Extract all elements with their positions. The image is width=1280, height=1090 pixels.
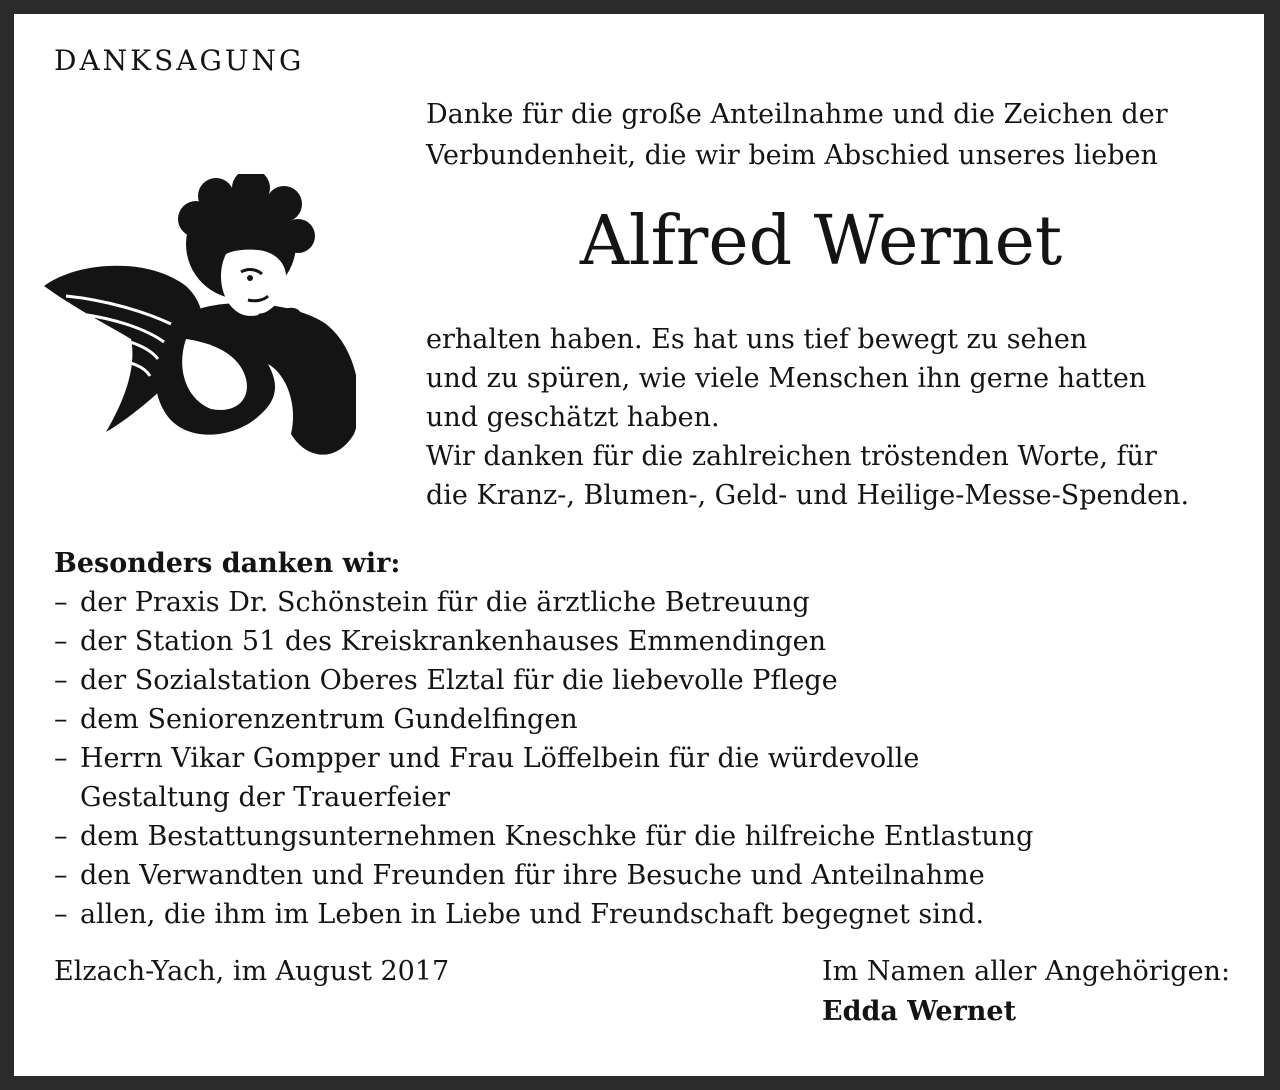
- list-item: [54, 583, 1214, 622]
- bullet-dash: –: [54, 899, 68, 930]
- list-item-text: der Sozialstation Oberes Elztal für die liebevolle Pflege: [80, 665, 838, 696]
- intro-line: Danke für die große Anteilnahme und die Zeichen der: [426, 99, 1168, 130]
- list-item: [54, 661, 1214, 700]
- bullet-dash: –: [54, 821, 68, 852]
- after-text: [426, 320, 1246, 515]
- bullet-dash: –: [54, 665, 68, 696]
- signature-block: [822, 952, 1242, 1032]
- heading: DANKSAGUNG: [54, 44, 305, 77]
- signature-name: Edda Wernet: [822, 996, 1017, 1027]
- list-item-text: dem Seniorenzentrum Gundelfingen: [80, 704, 578, 735]
- after-line: Wir danken für die zahlreichen tröstenden Worte, für: [426, 441, 1157, 472]
- bullet-dash: –: [54, 626, 68, 657]
- list-item: [54, 700, 1214, 739]
- list-item-text: dem Bestattungsunternehmen Kneschke für die hilfreiche Entlastung: [80, 821, 1034, 852]
- list-item-text: allen, die ihm im Leben in Liebe und Freundschaft begegnet sind.: [80, 899, 985, 930]
- bullet-dash: –: [54, 704, 68, 735]
- list-item-text: den Verwandten und Freunden für ihre Besuche und Anteilnahme: [80, 860, 985, 891]
- cherub-angel-icon: [36, 174, 356, 474]
- thanks-title: Besonders danken wir:: [54, 548, 401, 579]
- list-item: [54, 739, 1064, 817]
- thanks-list: [54, 583, 1214, 934]
- list-item-text: der Praxis Dr. Schönstein für die ärztliche Betreuung: [80, 587, 810, 618]
- intro-line: Verbundenheit, die wir beim Abschied unseres lieben: [426, 140, 1158, 171]
- list-item: [54, 817, 1214, 856]
- list-item-text: Herrn Vikar Gompper und Frau Löffelbein für die würdevolle Gestaltung der Trauerfeier: [80, 743, 920, 813]
- place-date: Elzach-Yach, im August 2017: [54, 956, 450, 987]
- after-line: und geschätzt haben.: [426, 402, 720, 433]
- after-line: die Kranz-, Blumen-, Geld- und Heilige-Messe-Spenden.: [426, 480, 1190, 511]
- after-line: erhalten haben. Es hat uns tief bewegt zu sehen: [426, 324, 1088, 355]
- list-item: [54, 622, 1214, 661]
- bullet-dash: –: [54, 860, 68, 891]
- bullet-dash: –: [54, 743, 68, 774]
- list-item-text: der Station 51 des Kreiskrankenhauses Emmendingen: [80, 626, 826, 657]
- signature-label: Im Namen aller Angehörigen:: [822, 956, 1231, 987]
- intro-text: [426, 94, 1246, 176]
- deceased-name: Alfred Wernet: [579, 202, 1063, 281]
- bullet-dash: –: [54, 587, 68, 618]
- obituary-card: [14, 14, 1264, 1076]
- after-line: und zu spüren, wie viele Menschen ihn gerne hatten: [426, 363, 1147, 394]
- list-item: [54, 856, 1214, 895]
- list-item: [54, 895, 1214, 934]
